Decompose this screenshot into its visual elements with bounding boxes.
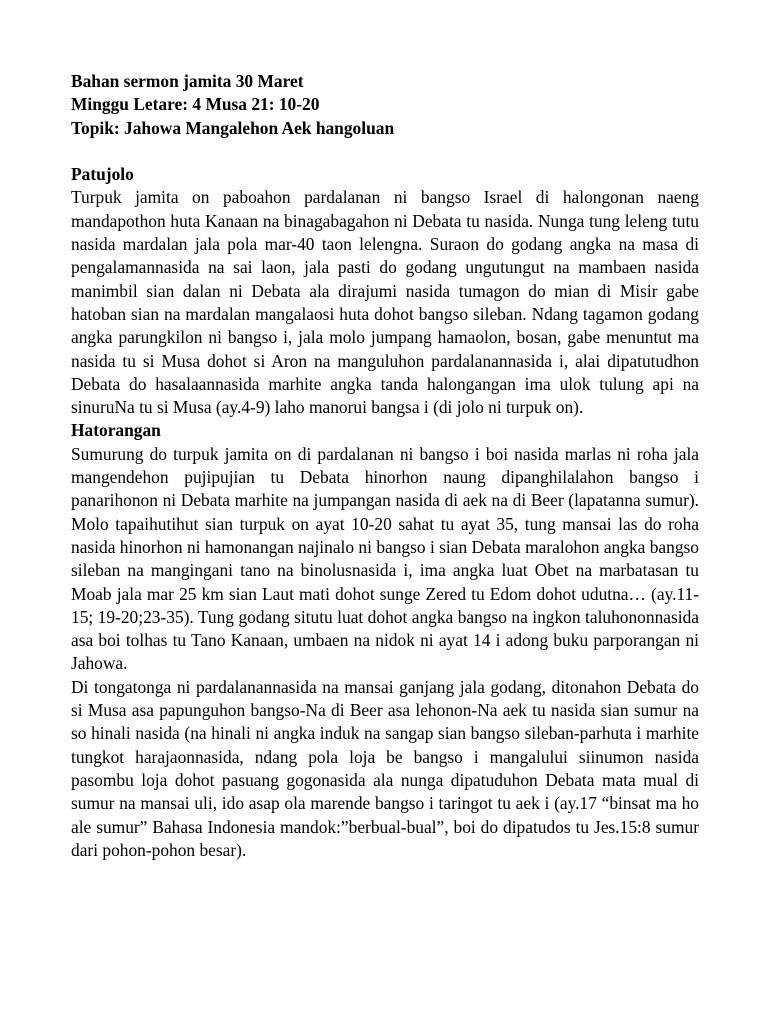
paragraph-hatorangan-2: Di tongatonga ni pardalanannasida na mansai ganjang jala godang, ditonahon Debata do si Musa asa papunguhon bangso-Na di Beer asa lehonon-Na aek tu nasida sian sumur na so hinali nasida (na hinali ni angka induk na sangap sian bangso sileban-parhuta i marhite tungkot harajaonnasida, ndang pola loja be bangso i mangalului siinumon nasida pasombu loja dohot pasuang gogonasida ala nunga dipatuduhon Debata mata mual di sumur na mansai uli, ido asap ola marende bangso i taringot tu aek i (ay.17 “binsat ma ho ale sumur” Bahasa Indonesia mandok:”berbual-bual”, boi do dipatudos tu Jes.15:8 sumur dari pohon-pohon besar). (71, 676, 699, 860)
section-heading-hatorangan: Hatorangan (71, 420, 161, 441)
document-page (71, 70, 699, 862)
sermon-title: Bahan sermon jamita 30 Maret (71, 71, 304, 91)
section-heading-patujolo: Patujolo (71, 164, 134, 185)
sermon-topic: Topik: Jahowa Mangalehon Aek hangoluan (71, 117, 395, 138)
paragraph-hatorangan-1: Sumurung do turpuk jamita on di pardalanan ni bangso i boi nasida marlas ni roha jala mangendehon pujipujian tu Debata hinorhon naung dipanghilalahon bangso i panarihonon ni Debata marhite na jumpangan nasida di aek na di Beer (lapatanna sumur). Molo tapaihutihut sian turpuk on ayat 10-20 sahat tu ayat 35, tung mansai las do roha nasida hinorhon ni hamonangan najinalo ni bangso i sian Debata maralohon angka bangso sileban na mangingani tano na binolusnasida i, ima angka luat Obet na marbatasan tu Moab jala mar 25 km sian Laut mati dohot sunge Zered tu Edom dohot udutna… (ay.11-15; 19-20;23-35). Tung godang situtu luat dohot angka bangso na ingkon taluhononnasida asa boi tolhas tu Tano Kanaan, umbaen na nidok ni ayat 14 i adong buku parporangan ni Jahowa. (71, 443, 699, 674)
sermon-sunday-reference: Minggu Letare: 4 Musa 21: 10-20 (71, 94, 320, 115)
spacer (71, 140, 699, 163)
paragraph-patujolo: Turpuk jamita on paboahon pardalanan ni bangso Israel di halongonan naeng mandapothon huta Kanaan na binagabagahon ni Debata tu nasida. Nunga tung leleng tutu nasida mardalan jala pola mar-40 taon lelengna. Suraon do godang angka na masa di pengalamannasida na sai laon, jala pasti do godang ungutungut na mambaen nasida manimbil sian dalan ni Debata ala dirajumi nasida tumagon do mian di Misir gabe hatoban sian na mardalan mangalaosi huta dohot bangso sileban. Ndang tagamon godang angka parungkilon ni bangso i, jala molo jumpang hamaolon, bosan, gabe menuntut ma nasida tu si Musa dohot si Aron na manguluhon pardalanannasida i, alai dipatutudhon Debata do hasalaannasida marhite angka tanda halongangan ima ulok tulung api na sinuruNa tu si Musa (ay.4-9) laho manorui bangsa i (di jolo ni turpuk on). (71, 187, 699, 418)
